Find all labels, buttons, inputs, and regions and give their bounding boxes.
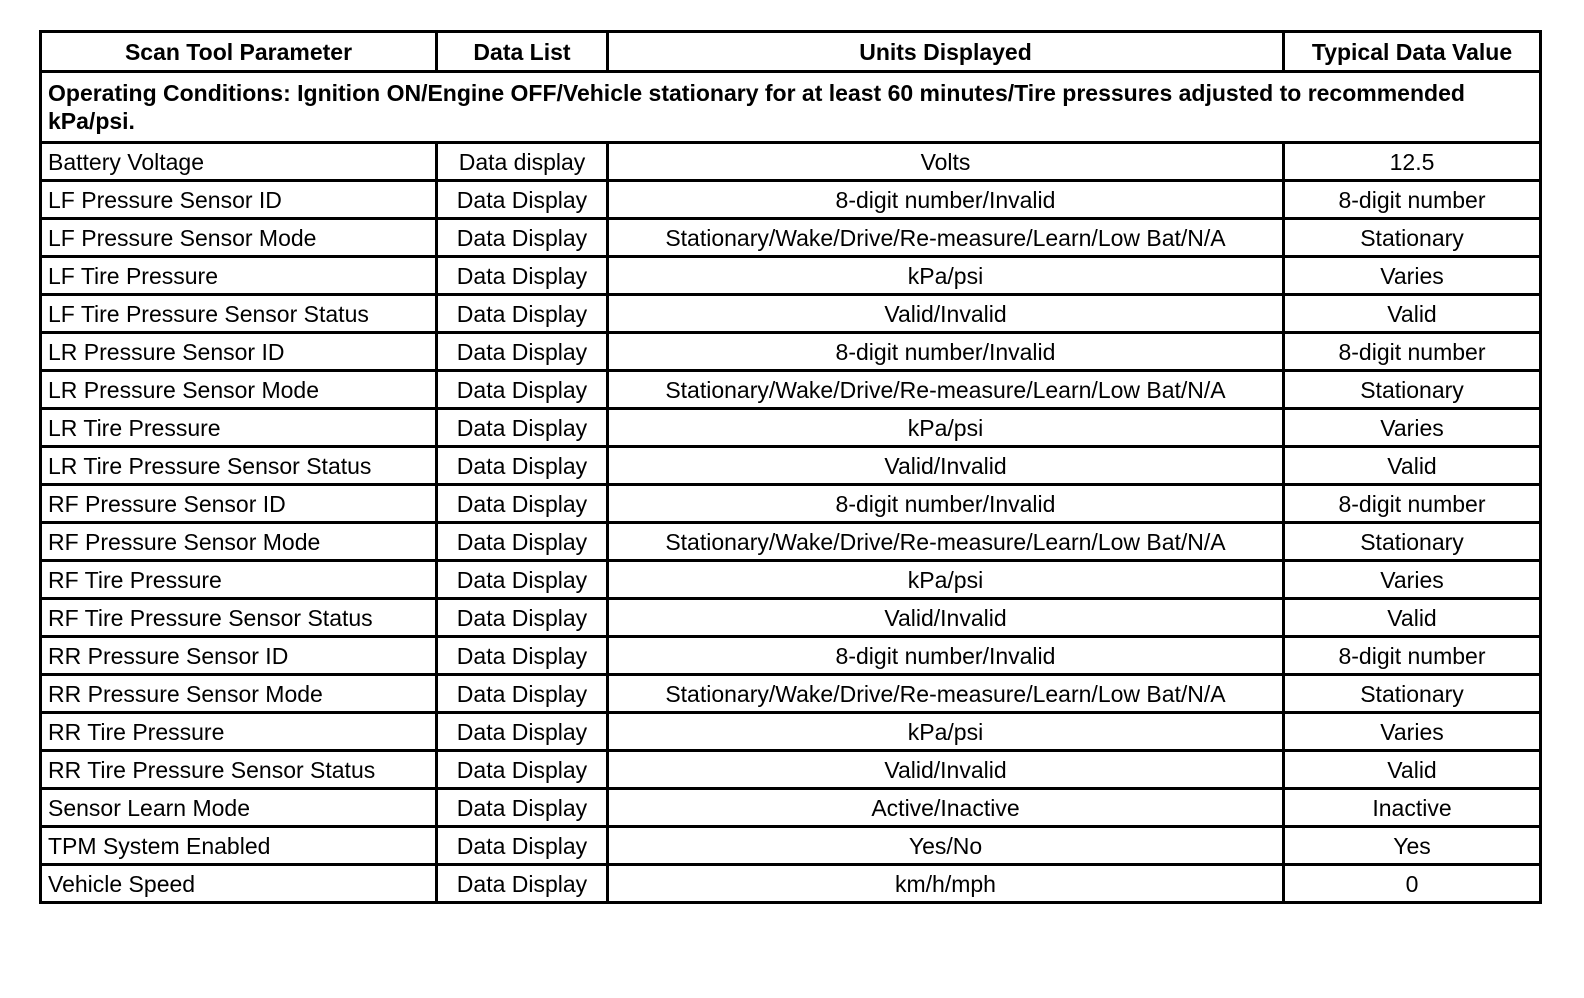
cell-units: Stationary/Wake/Drive/Re-measure/Learn/Low Bat/N/A [608, 219, 1284, 257]
cell-data-list: Data Display [437, 637, 608, 675]
cell-units: kPa/psi [608, 561, 1284, 599]
cell-typical-value: 8-digit number [1284, 333, 1541, 371]
cell-data-list: Data Display [437, 523, 608, 561]
table-row [41, 751, 1541, 789]
cell-parameter: LR Pressure Sensor ID [41, 333, 437, 371]
cell-units: Stationary/Wake/Drive/Re-measure/Learn/Low Bat/N/A [608, 371, 1284, 409]
operating-conditions-row [41, 72, 1541, 143]
table-row [41, 371, 1541, 409]
cell-data-list: Data Display [437, 447, 608, 485]
cell-data-list: Data Display [437, 865, 608, 903]
cell-parameter: RR Tire Pressure Sensor Status [41, 751, 437, 789]
cell-typical-value: Valid [1284, 751, 1541, 789]
cell-typical-value: Stationary [1284, 675, 1541, 713]
cell-units: Yes/No [608, 827, 1284, 865]
cell-parameter: Battery Voltage [41, 143, 437, 181]
cell-data-list: Data Display [437, 219, 608, 257]
cell-typical-value: 0 [1284, 865, 1541, 903]
cell-parameter: TPM System Enabled [41, 827, 437, 865]
cell-typical-value: Varies [1284, 257, 1541, 295]
cell-typical-value: Inactive [1284, 789, 1541, 827]
cell-data-list: Data Display [437, 827, 608, 865]
cell-parameter: RR Pressure Sensor Mode [41, 675, 437, 713]
cell-parameter: LF Tire Pressure Sensor Status [41, 295, 437, 333]
table-row [41, 599, 1541, 637]
cell-typical-value: Stationary [1284, 371, 1541, 409]
operating-conditions-text: Operating Conditions: Ignition ON/Engine OFF/Vehicle stationary for at least 60 minutes/Tire pressures adjusted to recommended kPa/psi. [41, 72, 1541, 143]
table-row [41, 561, 1541, 599]
cell-data-list: Data Display [437, 371, 608, 409]
cell-data-list: Data Display [437, 713, 608, 751]
cell-parameter: LF Tire Pressure [41, 257, 437, 295]
cell-units: Valid/Invalid [608, 599, 1284, 637]
cell-parameter: LR Tire Pressure Sensor Status [41, 447, 437, 485]
cell-data-list: Data Display [437, 751, 608, 789]
cell-typical-value: 8-digit number [1284, 485, 1541, 523]
cell-typical-value: Valid [1284, 599, 1541, 637]
cell-parameter: Vehicle Speed [41, 865, 437, 903]
header-data-list: Data List [437, 32, 608, 72]
cell-units: km/h/mph [608, 865, 1284, 903]
cell-data-list: Data Display [437, 295, 608, 333]
cell-data-list: Data Display [437, 409, 608, 447]
table-header [41, 32, 1541, 72]
table-body [41, 72, 1541, 903]
cell-data-list: Data display [437, 143, 608, 181]
table-row [41, 295, 1541, 333]
cell-typical-value: 8-digit number [1284, 181, 1541, 219]
cell-units: Volts [608, 143, 1284, 181]
table-row [41, 523, 1541, 561]
table-row [41, 637, 1541, 675]
cell-data-list: Data Display [437, 599, 608, 637]
table-row [41, 333, 1541, 371]
cell-data-list: Data Display [437, 789, 608, 827]
cell-parameter: LF Pressure Sensor Mode [41, 219, 437, 257]
cell-typical-value: 8-digit number [1284, 637, 1541, 675]
cell-parameter: Sensor Learn Mode [41, 789, 437, 827]
cell-units: 8-digit number/Invalid [608, 333, 1284, 371]
table-row [41, 219, 1541, 257]
header-units-displayed: Units Displayed [608, 32, 1284, 72]
cell-typical-value: Varies [1284, 409, 1541, 447]
cell-typical-value: Varies [1284, 713, 1541, 751]
header-typical-data-value: Typical Data Value [1284, 32, 1541, 72]
cell-data-list: Data Display [437, 333, 608, 371]
table-row [41, 257, 1541, 295]
cell-parameter: RF Tire Pressure [41, 561, 437, 599]
cell-units: 8-digit number/Invalid [608, 181, 1284, 219]
table-row [41, 675, 1541, 713]
table-row [41, 789, 1541, 827]
cell-typical-value: Yes [1284, 827, 1541, 865]
cell-units: 8-digit number/Invalid [608, 485, 1284, 523]
cell-data-list: Data Display [437, 181, 608, 219]
table-row [41, 865, 1541, 903]
cell-data-list: Data Display [437, 257, 608, 295]
cell-units: Valid/Invalid [608, 751, 1284, 789]
cell-data-list: Data Display [437, 675, 608, 713]
cell-units: Stationary/Wake/Drive/Re-measure/Learn/Low Bat/N/A [608, 523, 1284, 561]
cell-parameter: LR Pressure Sensor Mode [41, 371, 437, 409]
cell-parameter: RF Tire Pressure Sensor Status [41, 599, 437, 637]
table-row [41, 447, 1541, 485]
table-row [41, 485, 1541, 523]
cell-typical-value: Stationary [1284, 219, 1541, 257]
cell-units: 8-digit number/Invalid [608, 637, 1284, 675]
cell-typical-value: Varies [1284, 561, 1541, 599]
cell-typical-value: Stationary [1284, 523, 1541, 561]
cell-parameter: RR Pressure Sensor ID [41, 637, 437, 675]
cell-units: Active/Inactive [608, 789, 1284, 827]
table-row [41, 143, 1541, 181]
cell-units: Valid/Invalid [608, 295, 1284, 333]
cell-typical-value: Valid [1284, 447, 1541, 485]
table-row [41, 713, 1541, 751]
cell-typical-value: Valid [1284, 295, 1541, 333]
table-row [41, 827, 1541, 865]
cell-parameter: RF Pressure Sensor ID [41, 485, 437, 523]
cell-units: kPa/psi [608, 713, 1284, 751]
scan-tool-data-table [39, 30, 1542, 904]
scan-tool-data-table-wrapper [39, 30, 1539, 904]
table-row [41, 181, 1541, 219]
cell-parameter: RR Tire Pressure [41, 713, 437, 751]
cell-units: kPa/psi [608, 409, 1284, 447]
cell-parameter: LR Tire Pressure [41, 409, 437, 447]
cell-units: Valid/Invalid [608, 447, 1284, 485]
cell-data-list: Data Display [437, 561, 608, 599]
header-scan-tool-parameter: Scan Tool Parameter [41, 32, 437, 72]
table-row [41, 409, 1541, 447]
cell-units: kPa/psi [608, 257, 1284, 295]
cell-data-list: Data Display [437, 485, 608, 523]
cell-units: Stationary/Wake/Drive/Re-measure/Learn/Low Bat/N/A [608, 675, 1284, 713]
header-row [41, 32, 1541, 72]
cell-parameter: LF Pressure Sensor ID [41, 181, 437, 219]
cell-typical-value: 12.5 [1284, 143, 1541, 181]
cell-parameter: RF Pressure Sensor Mode [41, 523, 437, 561]
